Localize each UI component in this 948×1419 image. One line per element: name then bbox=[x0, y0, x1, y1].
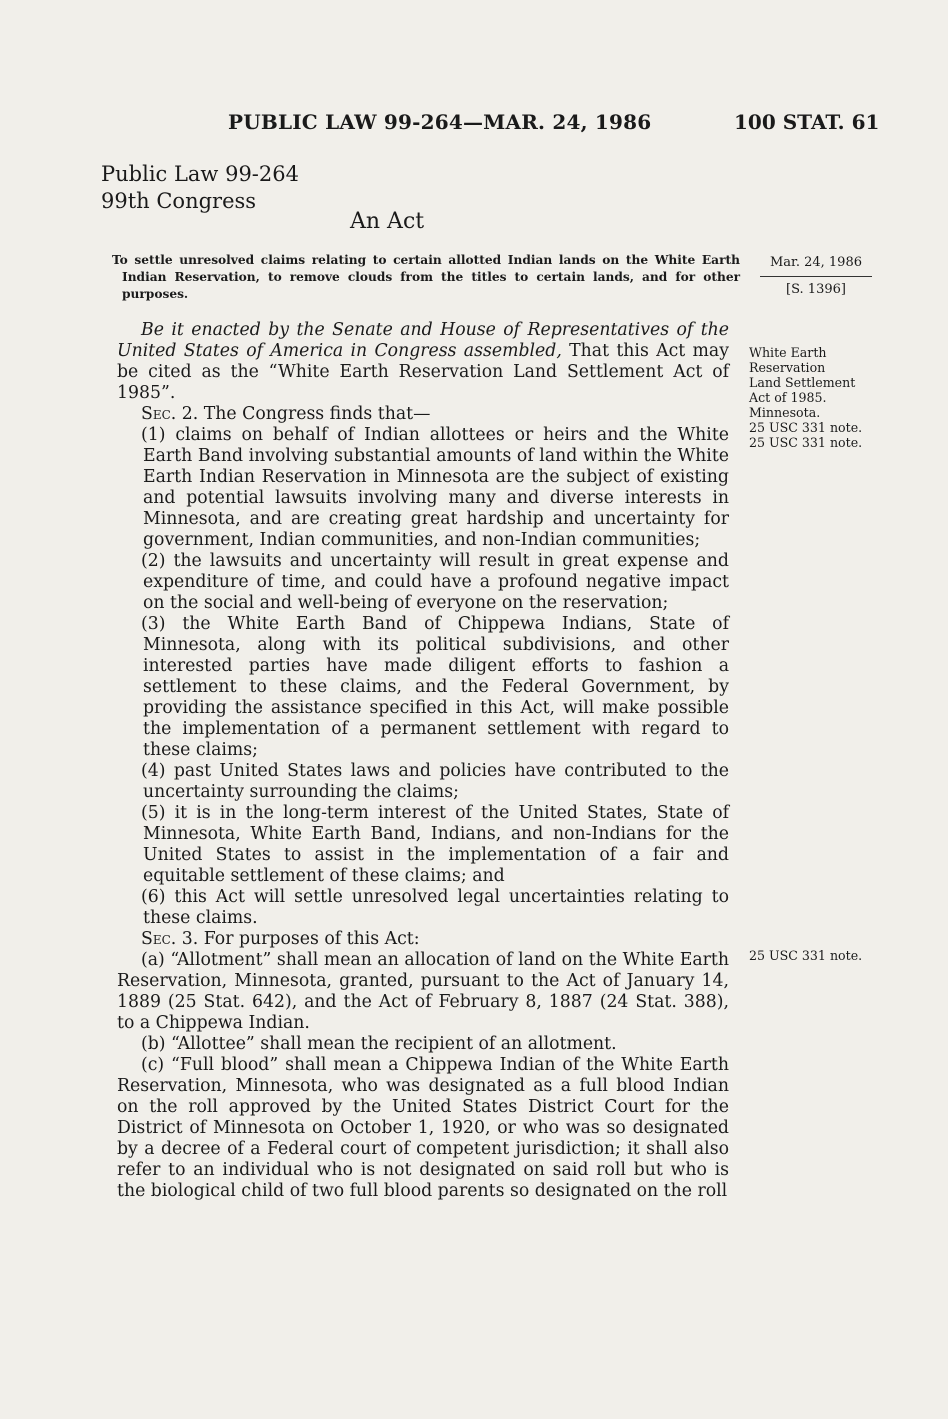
public-law-number: Public Law 99-264 bbox=[101, 162, 299, 186]
margin-date-block bbox=[760, 254, 872, 298]
definition-item: (a) “Allotment” shall mean an allocation of land on the White Earth Reservation, Minnesota, granted, pursuant to the Act of January 14, 1889 (25 Stat. 642), and the Act of February 8, 1887 (24 Stat. 388), to a Chippewa Indian. bbox=[117, 950, 729, 1033]
law-title-block bbox=[101, 161, 299, 215]
finding-item: (3) the White Earth Band of Chippewa Indians, State of Minnesota, along with its political subdivisions, and other interested parties have made diligent efforts to fashion a settlement to these claims, and the Federal Government, by providing the assistance specified in this Act, will make possible the implementation of a permanent settlement with regard to these claims; bbox=[141, 614, 729, 760]
definition-item: (b) “Allottee” shall mean the recipient of an allotment. bbox=[141, 1034, 617, 1054]
act-body bbox=[117, 320, 729, 1202]
usc-note-sec3: 25 USC 331 note. bbox=[749, 948, 863, 963]
section-3-intro bbox=[117, 929, 729, 950]
section-2-intro bbox=[117, 404, 729, 425]
statute-reference: 100 STAT. 61 bbox=[734, 110, 880, 134]
enactment-date: Mar. 24, 1986 bbox=[769, 255, 862, 270]
running-head: PUBLIC LAW 99-264—MAR. 24, 1986 bbox=[228, 110, 652, 134]
state-note: Minnesota. bbox=[749, 405, 821, 420]
short-title-note-line: Reservation bbox=[749, 360, 826, 375]
finding-item: (5) it is in the long-term interest of the United States, State of Minnesota, White Earth Band, Indians, and non-Indians for the United States to assist in the implementation of a fair and equitable settlement of these claims; and bbox=[141, 803, 729, 886]
congress-number: 99th Congress bbox=[101, 189, 257, 213]
finding-item: (6) this Act will settle unresolved legal uncertainties relating to these claims. bbox=[141, 887, 729, 928]
usc-note: 25 USC 331 note. bbox=[749, 435, 863, 450]
section-intro-text: For purposes of this Act: bbox=[198, 929, 420, 949]
section-label: Sec. 2. bbox=[141, 404, 199, 424]
enacting-formula: Be it enacted by the Senate and House of Representatives of the United States of America in Congress assembled, bbox=[117, 320, 729, 361]
usc-note: 25 USC 331 note. bbox=[749, 420, 863, 435]
short-title-note-line: White Earth bbox=[749, 345, 827, 360]
enacting-clause bbox=[117, 320, 729, 404]
margin-divider bbox=[760, 276, 872, 277]
bill-number: [S. 1396] bbox=[786, 282, 846, 297]
definition-item: (c) “Full blood” shall mean a Chippewa Indian of the White Earth Reservation, Minnesota, who was designated as a full blood Indian on the roll approved by the United States District Court for the District of Minnesota on October 1, 1920, or who was so designated by a decree of a Federal court of competent jurisdiction; it shall also refer to an individual who is not designated on said roll but who is the biological child of two full blood parents so designated on the roll bbox=[117, 1055, 729, 1201]
margin-notes bbox=[749, 345, 879, 450]
section-intro-text: The Congress finds that— bbox=[198, 404, 431, 424]
finding-item: (2) the lawsuits and uncertainty will result in great expense and expenditure of time, and could have a profound negative impact on the social and well-being of everyone on the reservation; bbox=[141, 551, 729, 613]
finding-item: (4) past United States laws and policies have contributed to the uncertainty surrounding the claims; bbox=[141, 761, 729, 802]
short-title-note-line: Act of 1985. bbox=[749, 390, 827, 405]
act-heading: An Act bbox=[350, 209, 425, 234]
section-label: Sec. 3. bbox=[141, 929, 199, 949]
short-title-note-line: Land Settlement bbox=[749, 375, 856, 390]
finding-item: (1) claims on behalf of Indian allottees or heirs and the White Earth Band involving substantial amounts of land within the White Earth Indian Reservation in Minnesota are the subject of existing and potential lawsuits involving many and diverse interests in Minnesota, and are creating great hardship and uncertainty for government, Indian communities, and non-Indian communities; bbox=[141, 425, 729, 550]
short-title-clause: That this Act may be cited as the “White Earth Reservation Land Settlement Act of 1985”. bbox=[117, 341, 729, 403]
purpose-clause: To settle unresolved claims relating to certain allotted Indian lands on the White Earth Indian Reservation, to remove clouds from the titles to certain lands, and for other purposes. bbox=[112, 253, 740, 301]
